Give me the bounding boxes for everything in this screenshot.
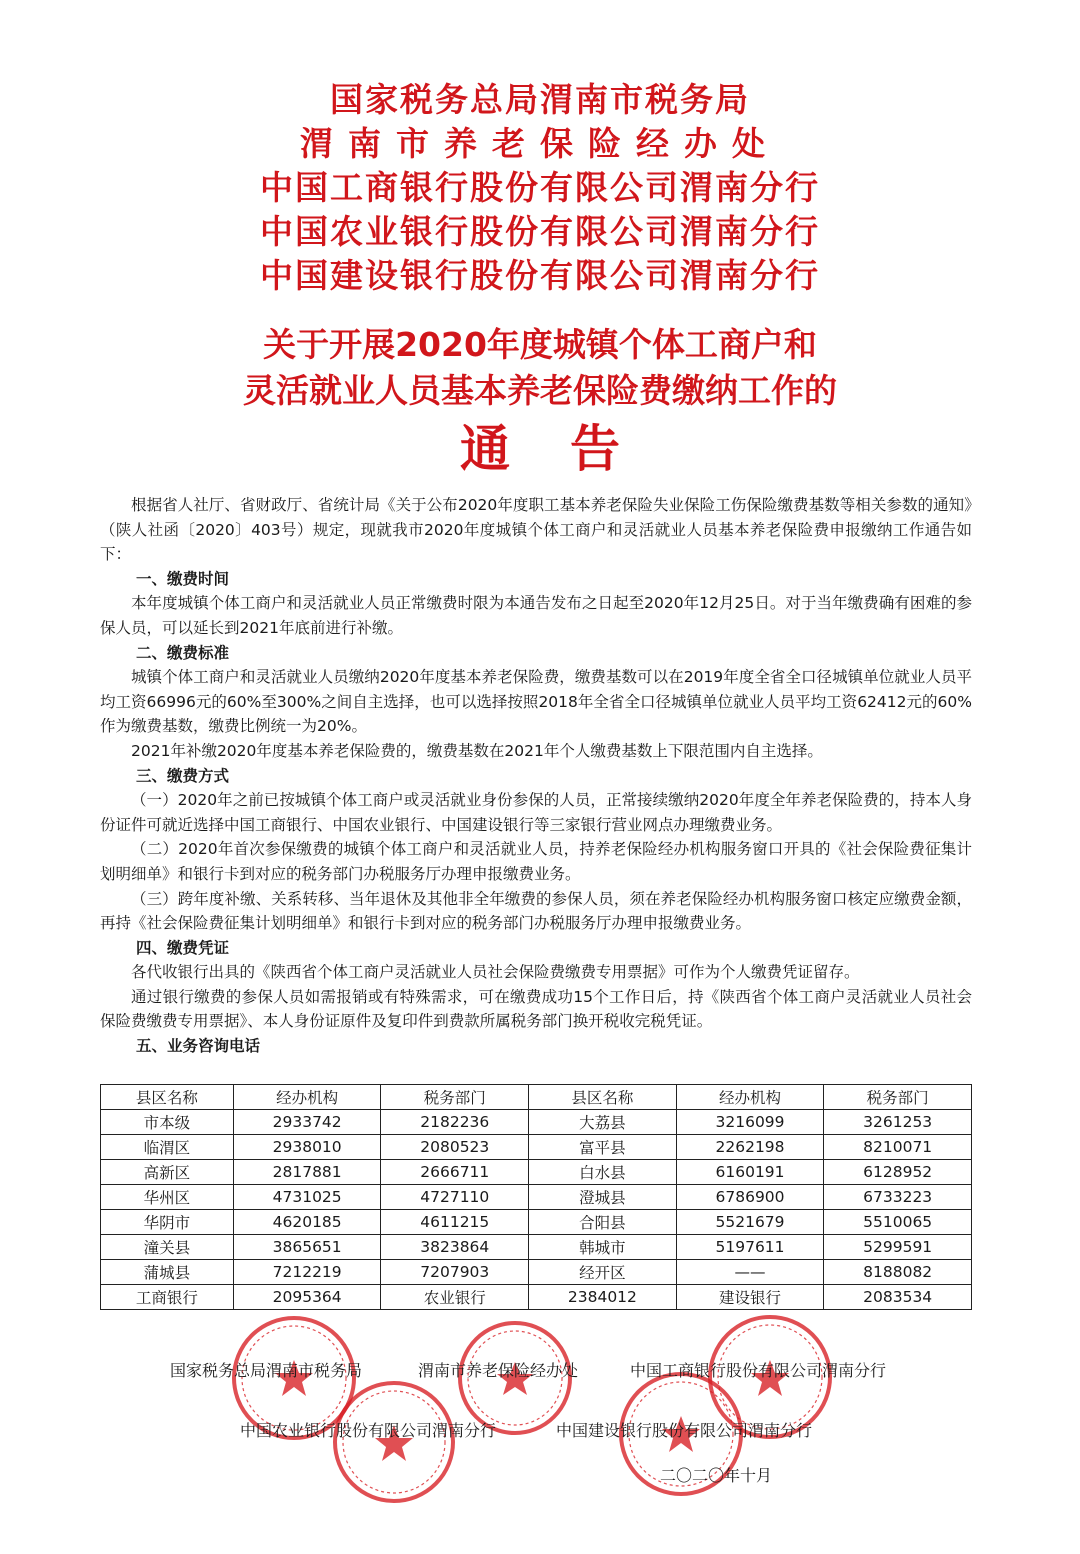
document-type: 通告: [460, 420, 680, 478]
section-paragraph: 2021年补缴2020年度基本养老保险费的，缴费基数在2021年个人缴费基数上下限范围内自主选择。: [131, 741, 823, 760]
issuer-line: 中国建设银行股份有限公司渭南分行: [260, 256, 820, 295]
table-cell: 市本级: [101, 1110, 234, 1135]
section-paragraph: （二）2020年首次参保缴费的城镇个体工商户和灵活就业人员，持养老保险经办机构服务窗口开具的《社会保险费征集计划明细单》和银行卡到对应的税务部门办税服务厅办理申报缴费业务。: [100, 840, 972, 883]
table-cell: 高新区: [101, 1160, 234, 1185]
table-cell: 3865651: [233, 1235, 381, 1260]
signer-name: 中国建设银行股份有限公司渭南分行: [556, 1421, 813, 1440]
document-title: [0, 322, 1080, 484]
table-cell: 2083534: [824, 1285, 972, 1310]
table-cell: 农业银行: [381, 1285, 529, 1310]
table-cell: 华阴市: [101, 1210, 234, 1235]
table-row: [101, 1160, 972, 1185]
table-cell: 澄城县: [529, 1185, 677, 1210]
table-cell: 3823864: [381, 1235, 529, 1260]
issuer-block: [0, 78, 1080, 298]
section-paragraph: 城镇个体工商户和灵活就业人员缴纳2020年度基本养老保险费，缴费基数可以在2019年度全省全口径城镇单位就业人员平均工资66996元的60%至300%之间自主选择，也可以选择按照2018年全省全口径城镇单位就业人员平均工资62412元的60%作为缴费基数，缴费比例统一为20%。: [100, 668, 972, 736]
table-cell: 5299591: [824, 1235, 972, 1260]
section-heading: 一、缴费时间: [136, 569, 230, 588]
table-cell: 华州区: [101, 1185, 234, 1210]
table-header-cell: 经办机构: [676, 1085, 824, 1110]
table-cell: 6786900: [676, 1185, 824, 1210]
table-cell: 4620185: [233, 1210, 381, 1235]
section-heading: 五、业务咨询电话: [136, 1037, 261, 1056]
table-cell: 4731025: [233, 1185, 381, 1210]
table-row: [101, 1135, 972, 1160]
table-row: [101, 1110, 972, 1135]
table-cell: 2933742: [233, 1110, 381, 1135]
signer-name: 国家税务总局渭南市税务局: [170, 1361, 363, 1380]
table-cell: 7207903: [381, 1260, 529, 1285]
section-paragraph: （三）跨年度补缴、关系转移、当年退休及其他非全年缴费的参保人员，须在养老保险经办机构服务窗口核定应缴费金额，再持《社会保险费征集计划明细单》和银行卡到对应的税务部门办税服务厅办理申报缴费业务。: [100, 889, 972, 933]
table-cell: 4611215: [381, 1210, 529, 1235]
signer-name: 渭南市养老保险经办处: [418, 1361, 579, 1380]
table-cell: 5197611: [676, 1235, 824, 1260]
table-cell: 建设银行: [676, 1285, 824, 1310]
table-cell: ——: [676, 1260, 824, 1285]
issue-date: 二〇二〇年十月: [660, 1466, 773, 1485]
intro-paragraph: 根据省人社厅、省财政厅、省统计局《关于公布2020年度职工基本养老保险失业保险工伤保险缴费基数等相关参数的通知》（陕人社函〔2020〕403号）规定，现就我市2020年度城镇个体工商户和灵活就业人员基本养老保险费申报缴纳工作通告如下：: [100, 496, 972, 564]
table-cell: 8210071: [824, 1135, 972, 1160]
table-header-cell: 经办机构: [233, 1085, 381, 1110]
title-line-1: 关于开展2020年度城镇个体工商户和: [263, 325, 817, 364]
table-header-row: [101, 1085, 972, 1110]
table-cell: 2666711: [381, 1160, 529, 1185]
table-row: [101, 1285, 972, 1310]
section-paragraph: 本年度城镇个体工商户和灵活就业人员正常缴费时限为本通告发布之日起至2020年12月25日。对于当年缴费确有困难的参保人员，可以延长到2021年底前进行补缴。: [100, 594, 972, 637]
table-row: [101, 1235, 972, 1260]
table-header-cell: 县区名称: [529, 1085, 677, 1110]
table-cell: 蒲城县: [101, 1260, 234, 1285]
table-cell: 3261253: [824, 1110, 972, 1135]
table-cell: 5510065: [824, 1210, 972, 1235]
table-cell: 7212219: [233, 1260, 381, 1285]
table-row: [101, 1260, 972, 1285]
table-cell: 2095364: [233, 1285, 381, 1310]
table-cell: 临渭区: [101, 1135, 234, 1160]
title-line-2: 灵活就业人员基本养老保险费缴纳工作的: [243, 371, 837, 410]
table-cell: 8188082: [824, 1260, 972, 1285]
table-cell: 6128952: [824, 1160, 972, 1185]
table-cell: 2182236: [381, 1110, 529, 1135]
table-cell: 富平县: [529, 1135, 677, 1160]
notice-body: [100, 493, 972, 1059]
table-cell: 4727110: [381, 1185, 529, 1210]
table-cell: 3216099: [676, 1110, 824, 1135]
table-cell: 白水县: [529, 1160, 677, 1185]
table-cell: 韩城市: [529, 1235, 677, 1260]
table-header-cell: 税务部门: [381, 1085, 529, 1110]
issuer-line: 渭南市养老保险经办处: [300, 124, 780, 163]
signer-name: 中国工商银行股份有限公司渭南分行: [630, 1361, 887, 1380]
table-cell: 工商银行: [101, 1285, 234, 1310]
issuer-line: 中国农业银行股份有限公司渭南分行: [260, 212, 820, 251]
section-paragraph: （一）2020年之前已按城镇个体工商户或灵活就业身份参保的人员，正常接续缴纳2020年度全年养老保险费的，持本人身份证件可就近选择中国工商银行、中国农业银行、中国建设银行等三家银行营业网点办理缴费业务。: [100, 791, 972, 834]
table-row: [101, 1185, 972, 1210]
table-row: [101, 1210, 972, 1235]
section-paragraph: 各代收银行出具的《陕西省个体工商户灵活就业人员社会保险费缴费专用票据》可作为个人缴费凭证留存。: [131, 963, 860, 982]
issuer-line: 国家税务总局渭南市税务局: [330, 80, 750, 119]
table-cell: 5521679: [676, 1210, 824, 1235]
table-cell: 2262198: [676, 1135, 824, 1160]
table-cell: 潼关县: [101, 1235, 234, 1260]
section-heading: 二、缴费标准: [136, 643, 230, 662]
table-cell: 经开区: [529, 1260, 677, 1285]
section-paragraph: 通过银行缴费的参保人员如需报销或有特殊需求，可在缴费成功15个工作日后，持《陕西省个体工商户灵活就业人员社会保险费缴费专用票据》、本人身份证原件及复印件到费款所属税务部门换开税收完税凭证。: [100, 987, 972, 1031]
section-heading: 三、缴费方式: [136, 766, 230, 785]
signer-name: 中国农业银行股份有限公司渭南分行: [240, 1421, 497, 1440]
table-cell: 6733223: [824, 1185, 972, 1210]
table-cell: 2384012: [529, 1285, 677, 1310]
table-cell: 2938010: [233, 1135, 381, 1160]
table-cell: 6160191: [676, 1160, 824, 1185]
table-header-cell: 县区名称: [101, 1085, 234, 1110]
table-cell: 2817881: [233, 1160, 381, 1185]
table-cell: 大荔县: [529, 1110, 677, 1135]
official-seal: [330, 1378, 458, 1506]
table-header-cell: 税务部门: [824, 1085, 972, 1110]
table-cell: 2080523: [381, 1135, 529, 1160]
section-heading: 四、缴费凭证: [136, 938, 230, 957]
table-cell: 合阳县: [529, 1210, 677, 1235]
issuer-line: 中国工商银行股份有限公司渭南分行: [260, 168, 820, 207]
contact-table: [100, 1084, 972, 1310]
